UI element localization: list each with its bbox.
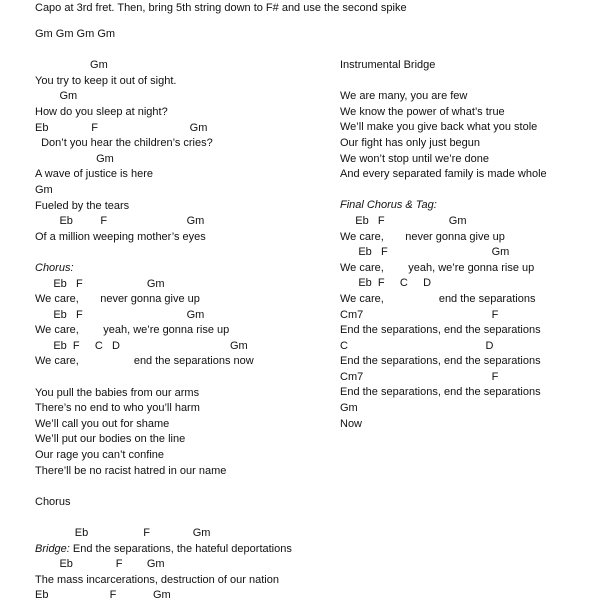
left-column-line: Gm Gm Gm Gm [35,28,116,40]
left-column-line: There’ll be no racist hatred in our name [35,464,227,477]
left-column-line: Gm [35,59,108,72]
left-column-line: Eb F Gm [35,589,171,602]
left-column-line: A wave of justice is here [35,168,154,181]
left-column-line [35,542,335,558]
right-column-line: End the separations, end the separations [340,386,541,399]
left-column-line: You try to keep it out of sight. [35,74,177,87]
right-column-line: End the separations, end the separations [340,324,541,337]
left-column-line: The mass incarcerations, destruction of our nation [35,573,279,586]
right-column-line: We’ll make you give back what you stole [340,121,538,134]
left-column-line: Eb F Gm [35,527,211,539]
left-column [35,27,335,604]
right-column-line: Eb F C D [340,277,432,290]
lyric-text: End the separations, the hateful deportations [69,542,292,555]
left-column-line: Don’t you hear the children’s cries? [35,137,213,150]
left-column-line [35,245,335,261]
right-column-line: C D [340,339,494,352]
right-column-line: Gm [340,402,358,415]
left-column-line: Gm [35,90,78,103]
right-column-line: Now [340,417,363,430]
capo-instructions: Capo at 3rd fret. Then, bring 5th string down to F# and use the second spike [35,2,407,14]
left-column-line: Eb F Gm [35,277,165,290]
right-column-line: We won’t stop until we’re done [340,152,489,165]
left-column-line: Eb F Gm [35,308,205,321]
left-column-line: Gm [35,183,53,196]
right-column-line: Cm7 F [340,308,499,321]
right-column-line: Final Chorus & Tag: [340,199,437,212]
left-column-line: We care, yeah, we’re gonna rise up [35,324,230,337]
left-column-line: We care, end the separations now [35,355,254,368]
left-column-line: There’s no end to who you’ll harm [35,402,200,415]
left-column-line: Eb F Gm [35,558,165,571]
right-column-line: End the separations, end the separations [340,355,541,368]
left-column-line: We care, never gonna give up [35,293,200,306]
left-column-line: You pull the babies from our arms [35,386,200,399]
right-column-line [340,74,595,90]
right-column-line: Cm7 F [340,370,499,383]
left-column-line: Eb F C D Gm [35,339,248,352]
left-column-line: We’ll call you out for shame [35,417,170,430]
left-column-line [35,43,335,59]
right-column-line: We care, end the separations [340,292,536,305]
right-column-line: Instrumental Bridge [340,59,436,71]
left-column-line: Chorus [35,495,71,508]
right-column-line: Eb F Gm [340,214,467,227]
right-column-line: We care, never gonna give up [340,230,505,243]
left-column-line: How do you sleep at night? [35,105,168,118]
left-column-line: Eb F Gm [35,215,205,228]
left-column-line: Eb F Gm [35,121,208,134]
right-column-line [340,183,595,199]
left-column-line [35,370,335,386]
right-column-line: Eb F Gm [340,246,510,259]
right-column-line: We are many, you are few [340,90,468,103]
right-column-line: We know the power of what’s true [340,105,505,118]
left-column-line: Our rage you can’t confine [35,449,165,462]
section-label: Bridge: [35,542,70,555]
left-column-line: Chorus: [35,261,74,274]
left-column-line: Gm [35,152,114,165]
left-column-line [35,479,335,495]
right-column-line: We care, yeah, we’re gonna rise up [340,261,535,274]
left-column-line [35,510,335,526]
left-column-line: We’ll put our bodies on the line [35,433,186,446]
right-column-line: Our fight has only just begun [340,136,481,149]
left-column-line: Of a million weeping mother’s eyes [35,230,206,243]
left-column-line: Fueled by the tears [35,199,130,212]
right-column-line: And every separated family is made whole [340,168,547,181]
right-column [340,58,595,432]
